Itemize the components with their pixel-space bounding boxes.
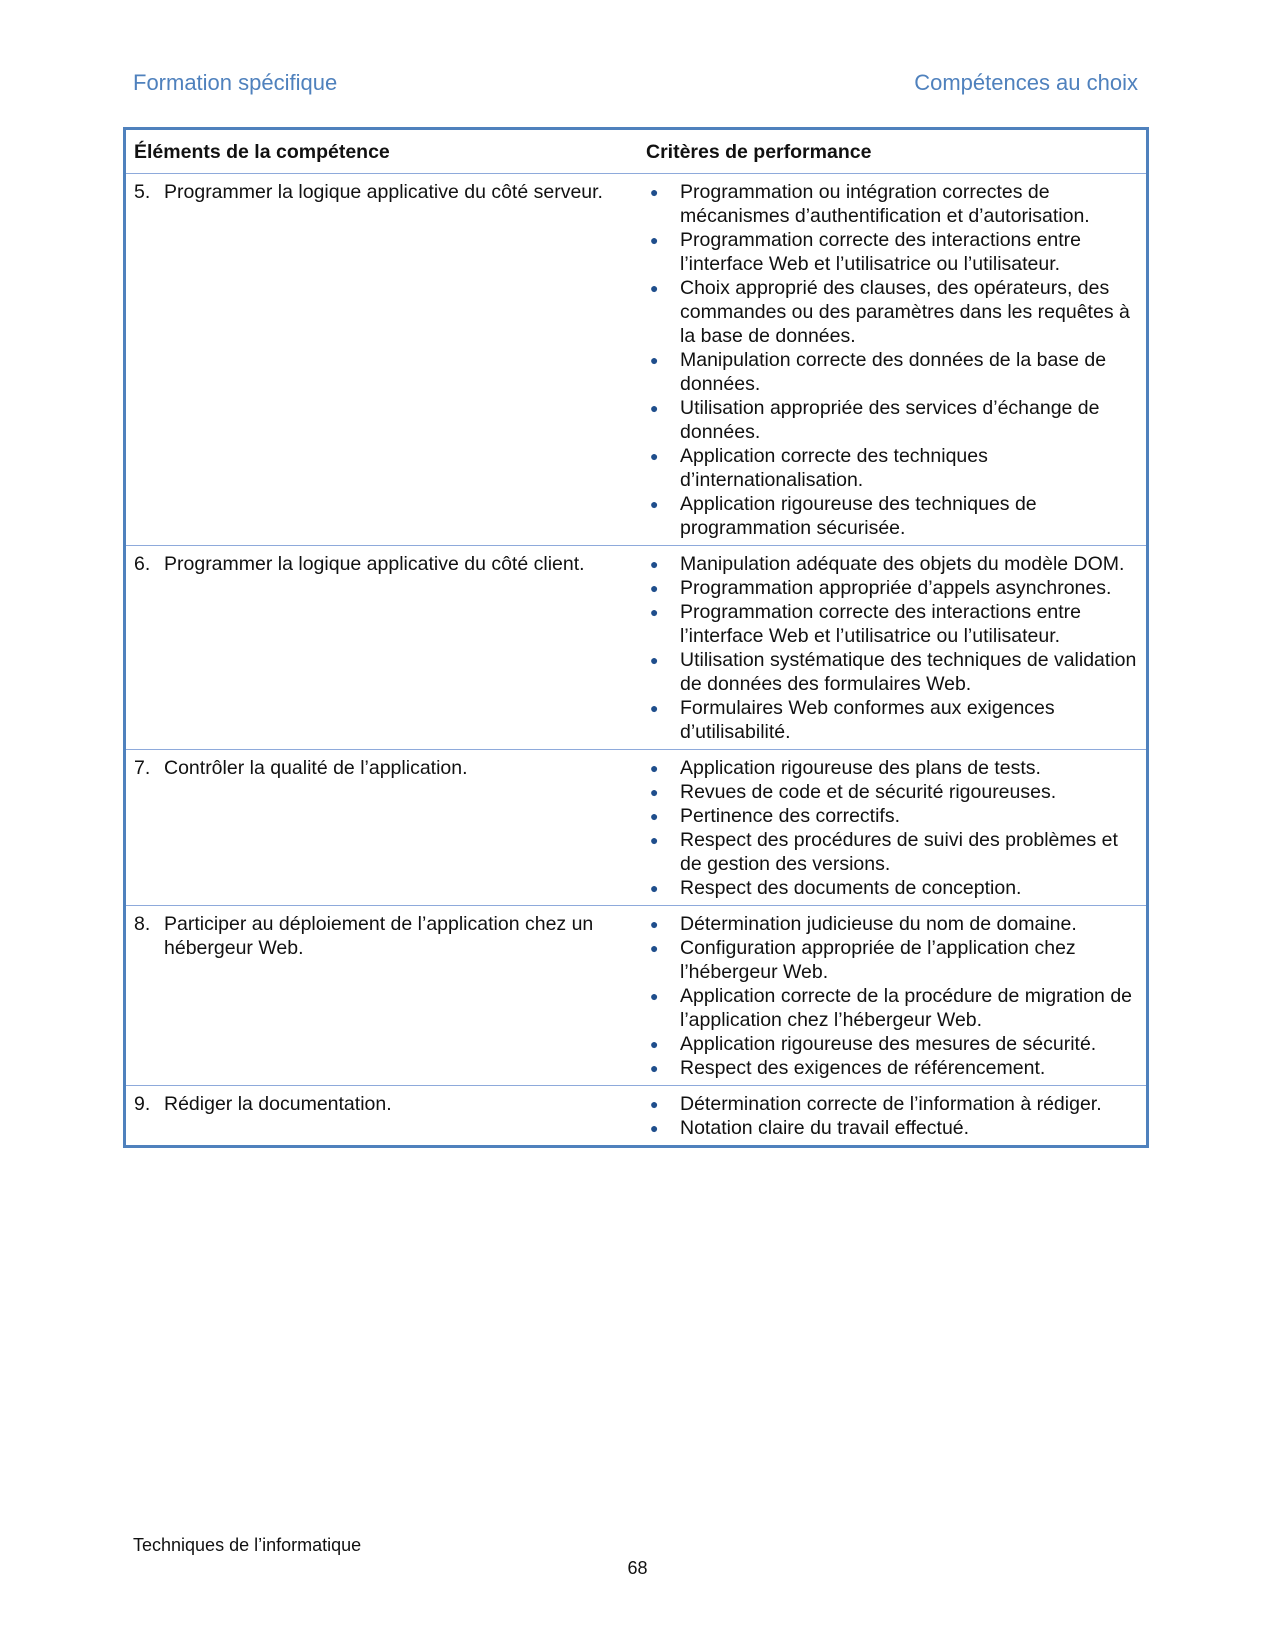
criterion-item [646, 348, 1138, 396]
page-number: 68 [627, 1558, 648, 1578]
element-number: 9. [134, 1093, 151, 1115]
bullet-icon: ● [650, 1060, 659, 1076]
bullet-icon: ● [650, 1036, 659, 1052]
table-row [125, 906, 1148, 1086]
element-cell [125, 750, 639, 906]
criterion-item [646, 1116, 1138, 1140]
criterion-item [646, 984, 1138, 1032]
criterion-item [646, 756, 1138, 780]
criterion-text: Pertinence des correctifs. [680, 805, 901, 827]
criterion-item [646, 696, 1138, 744]
criterion-text: Détermination judicieuse du nom de domaine. [680, 913, 1077, 935]
element-text: Programmer la logique applicative du côté serveur. [164, 181, 603, 203]
bullet-icon: ● [650, 940, 659, 956]
bullet-icon: ● [650, 400, 659, 416]
criteria-list [646, 1092, 1138, 1140]
criterion-text: Application rigoureuse des mesures de sécurité. [680, 1033, 1097, 1055]
bullet-icon: ● [650, 580, 659, 596]
criterion-item [646, 228, 1138, 276]
table-row [125, 174, 1148, 546]
bullet-icon: ● [650, 988, 659, 1004]
criterion-text: Application correcte des techniques d’internationalisation. [680, 445, 988, 491]
criterion-item [646, 576, 1138, 600]
criteria-cell [638, 174, 1148, 546]
table-row [125, 750, 1148, 906]
bullet-icon: ● [650, 496, 659, 512]
criterion-item [646, 780, 1138, 804]
criterion-text: Utilisation appropriée des services d’échange de données. [680, 397, 1100, 443]
criterion-item [646, 912, 1138, 936]
criteria-cell [638, 906, 1148, 1086]
criteria-cell [638, 1086, 1148, 1147]
bullet-icon: ● [650, 880, 659, 896]
criteria-list [646, 180, 1138, 540]
bullet-icon: ● [650, 184, 659, 200]
criterion-text: Manipulation adéquate des objets du modèle DOM. [680, 553, 1125, 575]
element-cell [125, 1086, 639, 1147]
criterion-text: Formulaires Web conformes aux exigences d’utilisabilité. [680, 697, 1055, 743]
criteria-list [646, 912, 1138, 1080]
criterion-item [646, 828, 1138, 876]
criterion-text: Programmation ou intégration correctes de mécanismes d’authentification et d’autorisation. [680, 181, 1090, 227]
criterion-text: Configuration appropriée de l’application chez l’hébergeur Web. [680, 937, 1076, 983]
bullet-icon: ● [650, 556, 659, 572]
criterion-text: Manipulation correcte des données de la base de données. [680, 349, 1107, 395]
criterion-text: Application rigoureuse des plans de tests. [680, 757, 1041, 779]
bullet-icon: ● [650, 808, 659, 824]
criteria-list [646, 756, 1138, 900]
criterion-text: Revues de code et de sécurité rigoureuses. [680, 781, 1057, 803]
element-text: Programmer la logique applicative du côté client. [164, 553, 585, 575]
element-number: 5. [134, 181, 151, 203]
bullet-icon: ● [650, 916, 659, 932]
criterion-item [646, 600, 1138, 648]
bullet-icon: ● [650, 700, 659, 716]
criterion-text: Application rigoureuse des techniques de programmation sécurisée. [680, 493, 1037, 539]
footer-title: Techniques de l’informatique [133, 1535, 362, 1555]
bullet-icon: ● [650, 280, 659, 296]
bullet-icon: ● [650, 604, 659, 620]
criterion-text: Utilisation systématique des techniques de validation de données des formulaires Web. [680, 649, 1137, 695]
criteria-cell [638, 546, 1148, 750]
criteria-list [646, 552, 1138, 744]
element-cell [125, 174, 639, 546]
bullet-icon: ● [650, 1120, 659, 1136]
bullet-icon: ● [650, 832, 659, 848]
criterion-text: Programmation correcte des interactions entre l’interface Web et l’utilisatrice ou l’utilisateur. [680, 229, 1082, 275]
bullet-icon: ● [650, 448, 659, 464]
criterion-item [646, 276, 1138, 348]
criterion-item [646, 1032, 1138, 1056]
criterion-item [646, 552, 1138, 576]
criterion-text: Application correcte de la procédure de migration de l’application chez l’hébergeur Web. [680, 985, 1133, 1031]
criterion-text: Respect des exigences de référencement. [680, 1057, 1046, 1079]
criterion-item [646, 1056, 1138, 1080]
element-text: Rédiger la documentation. [164, 1093, 392, 1115]
element-text: Contrôler la qualité de l’application. [164, 757, 468, 779]
criterion-text: Choix approprié des clauses, des opérateurs, des commandes ou des paramètres dans les requêtes à la base de données. [680, 277, 1130, 347]
competence-table [123, 127, 1149, 1148]
criterion-text: Détermination correcte de l’information à rédiger. [680, 1093, 1102, 1115]
column-header-elements: Éléments de la compétence [125, 129, 639, 174]
criterion-text: Respect des documents de conception. [680, 877, 1022, 899]
element-cell [125, 906, 639, 1086]
element-cell [125, 546, 639, 750]
column-header-criteria: Critères de performance [638, 129, 1148, 174]
bullet-icon: ● [650, 652, 659, 668]
bullet-icon: ● [650, 760, 659, 776]
criteria-cell [638, 750, 1148, 906]
criterion-item [646, 804, 1138, 828]
criterion-item [646, 936, 1138, 984]
table-row [125, 546, 1148, 750]
element-text: Participer au déploiement de l’application chez un hébergeur Web. [164, 913, 594, 959]
element-number: 6. [134, 553, 151, 575]
bullet-icon: ● [650, 352, 659, 368]
table-row [125, 1086, 1148, 1147]
running-header-right: Compétences au choix [914, 70, 1138, 95]
criterion-item [646, 396, 1138, 444]
criterion-item [646, 648, 1138, 696]
criterion-text: Programmation appropriée d’appels asynchrones. [680, 577, 1112, 599]
bullet-icon: ● [650, 1096, 659, 1112]
bullet-icon: ● [650, 784, 659, 800]
criterion-text: Programmation correcte des interactions entre l’interface Web et l’utilisatrice ou l’utilisateur. [680, 601, 1082, 647]
criterion-item [646, 492, 1138, 540]
bullet-icon: ● [650, 232, 659, 248]
criterion-item [646, 180, 1138, 228]
criterion-text: Notation claire du travail effectué. [680, 1117, 970, 1139]
element-number: 8. [134, 913, 151, 935]
criterion-item [646, 1092, 1138, 1116]
element-number: 7. [134, 757, 151, 779]
criterion-item [646, 876, 1138, 900]
criterion-text: Respect des procédures de suivi des problèmes et de gestion des versions. [680, 829, 1118, 875]
criterion-item [646, 444, 1138, 492]
running-header-left: Formation spécifique [133, 70, 338, 95]
